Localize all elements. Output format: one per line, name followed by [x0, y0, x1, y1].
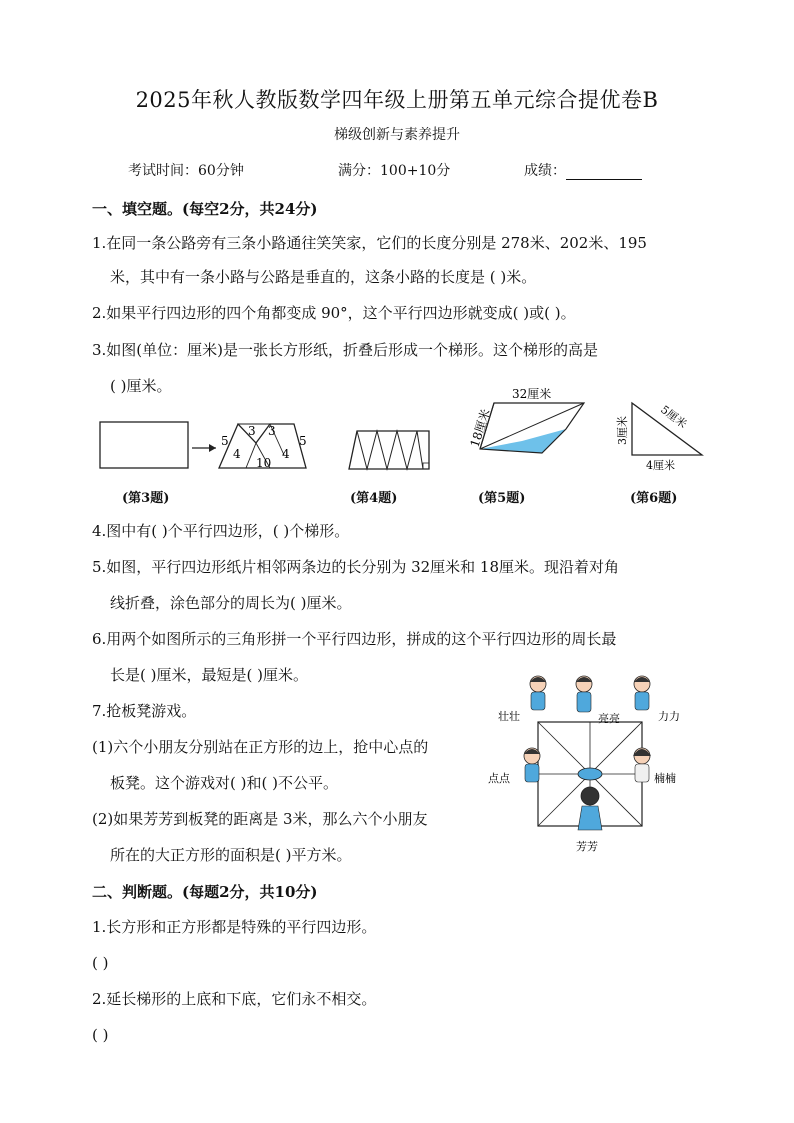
caption-6: (第6题): [630, 491, 678, 506]
exam-time: 考试时间：60分钟: [128, 163, 244, 179]
q2-1-answer: ( ): [92, 954, 109, 972]
name-fangfang: 芳芳: [576, 840, 598, 853]
label-3cm: 3厘米: [616, 416, 629, 445]
name-diandian: 点点: [488, 772, 510, 785]
figure-7-game: [484, 668, 700, 858]
label-5cm: 5厘米: [658, 403, 690, 431]
label-32cm: 32厘米: [512, 387, 552, 401]
label-18cm: 18厘米: [467, 407, 493, 449]
q2-2: 2.延长梯形的上底和下底，它们永不相交。: [92, 990, 377, 1008]
kid-zhuangzhuang: [530, 676, 546, 710]
q1-1-line1: 1.在同一条公路旁有三条小路通往笑笑家，它们的长度分别是 278米、202米、195: [92, 234, 647, 252]
rectangle-paper: [100, 422, 188, 468]
caption-5: (第5题): [478, 491, 526, 506]
q1-1-line2: 米，其中有一条小路与公路是垂直的，这条小路的长度是 ( )米。: [110, 268, 537, 286]
q1-2: 2.如果平行四边形的四个角都变成 90°，这个平行四边形就变成( )或( )。: [92, 304, 576, 322]
q1-4: 4.图中有( )个平行四边形，( )个梯形。: [92, 522, 350, 540]
q1-7-title: 7.抢板凳游戏。: [92, 702, 197, 720]
caption-4: (第4题): [350, 491, 398, 506]
figure-4: [345, 425, 435, 475]
name-zhuangzhuang: 壮壮: [498, 710, 520, 723]
bench: [578, 768, 602, 780]
name-liangliang: 亮亮: [598, 712, 620, 725]
kid-lili: [634, 676, 650, 710]
q1-5-line1: 5.如图，平行四边形纸片相邻两条边的长分别为 32厘米和 18厘米。现沿着对角: [92, 558, 620, 576]
right-angle-mark: [423, 463, 429, 469]
kid-nannan: [633, 748, 651, 782]
label-5-right: 5: [299, 434, 307, 448]
q1-6-line2: 长是( )厘米，最短是( )厘米。: [110, 666, 308, 684]
caption-3: (第3题): [122, 491, 170, 506]
page-subtitle: 梯级创新与素养提升: [334, 127, 460, 143]
section-2-heading: 二、判断题。(每题2分，共10分): [92, 883, 318, 901]
full-score: 满分：100+10分: [338, 163, 451, 179]
label-4cm: 4厘米: [646, 459, 675, 472]
score-blank: [566, 165, 642, 180]
label-3-right: 3: [268, 424, 276, 438]
figure-6: [612, 395, 712, 475]
label-4-right: 4: [282, 447, 290, 461]
figure-5: [462, 383, 597, 475]
section-1-heading: 一、填空题。(每空2分，共24分): [92, 200, 318, 218]
q1-3-line1: 3.如图(单位：厘米)是一张长方形纸，折叠后形成一个梯形。这个梯形的高是: [92, 341, 599, 359]
q1-7-1-line2: 板凳。这个游戏对( )和( )不公平。: [110, 774, 338, 792]
name-nannan: 楠楠: [654, 772, 676, 785]
q1-3-line2: ( )厘米。: [110, 377, 172, 395]
score-field: [524, 160, 642, 180]
arrow-head-icon: [209, 444, 216, 452]
q1-7-1-line1: (1)六个小朋友分别站在正方形的边上，抢中心点的: [92, 738, 429, 756]
kid-fangfang: [578, 787, 602, 830]
q1-5-line2: 线折叠，涂色部分的周长为( )厘米。: [110, 594, 352, 612]
figure-3: [96, 415, 321, 475]
label-5-left: 5: [221, 434, 229, 448]
label-3-left: 3: [248, 424, 256, 438]
page-title: 2025年秋人教版数学四年级上册第五单元综合提优卷B: [135, 88, 659, 112]
kid-diandian: [524, 748, 540, 782]
label-10: 10: [256, 456, 272, 470]
q2-1: 1.长方形和正方形都是特殊的平行四边形。: [92, 918, 377, 936]
q2-2-answer: ( ): [92, 1026, 109, 1044]
q1-6-line1: 6.用两个如图所示的三角形拼一个平行四边形，拼成的这个平行四边形的周长最: [92, 630, 617, 648]
score-label: 成绩：: [524, 163, 566, 179]
q1-7-2-line2: 所在的大正方形的面积是( )平方米。: [110, 846, 352, 864]
label-4-left: 4: [233, 447, 241, 461]
kid-liangliang: [576, 676, 592, 712]
q1-7-2-line1: (2)如果芳芳到板凳的距离是 3米，那么六个小朋友: [92, 810, 428, 828]
name-lili: 力力: [658, 710, 680, 723]
